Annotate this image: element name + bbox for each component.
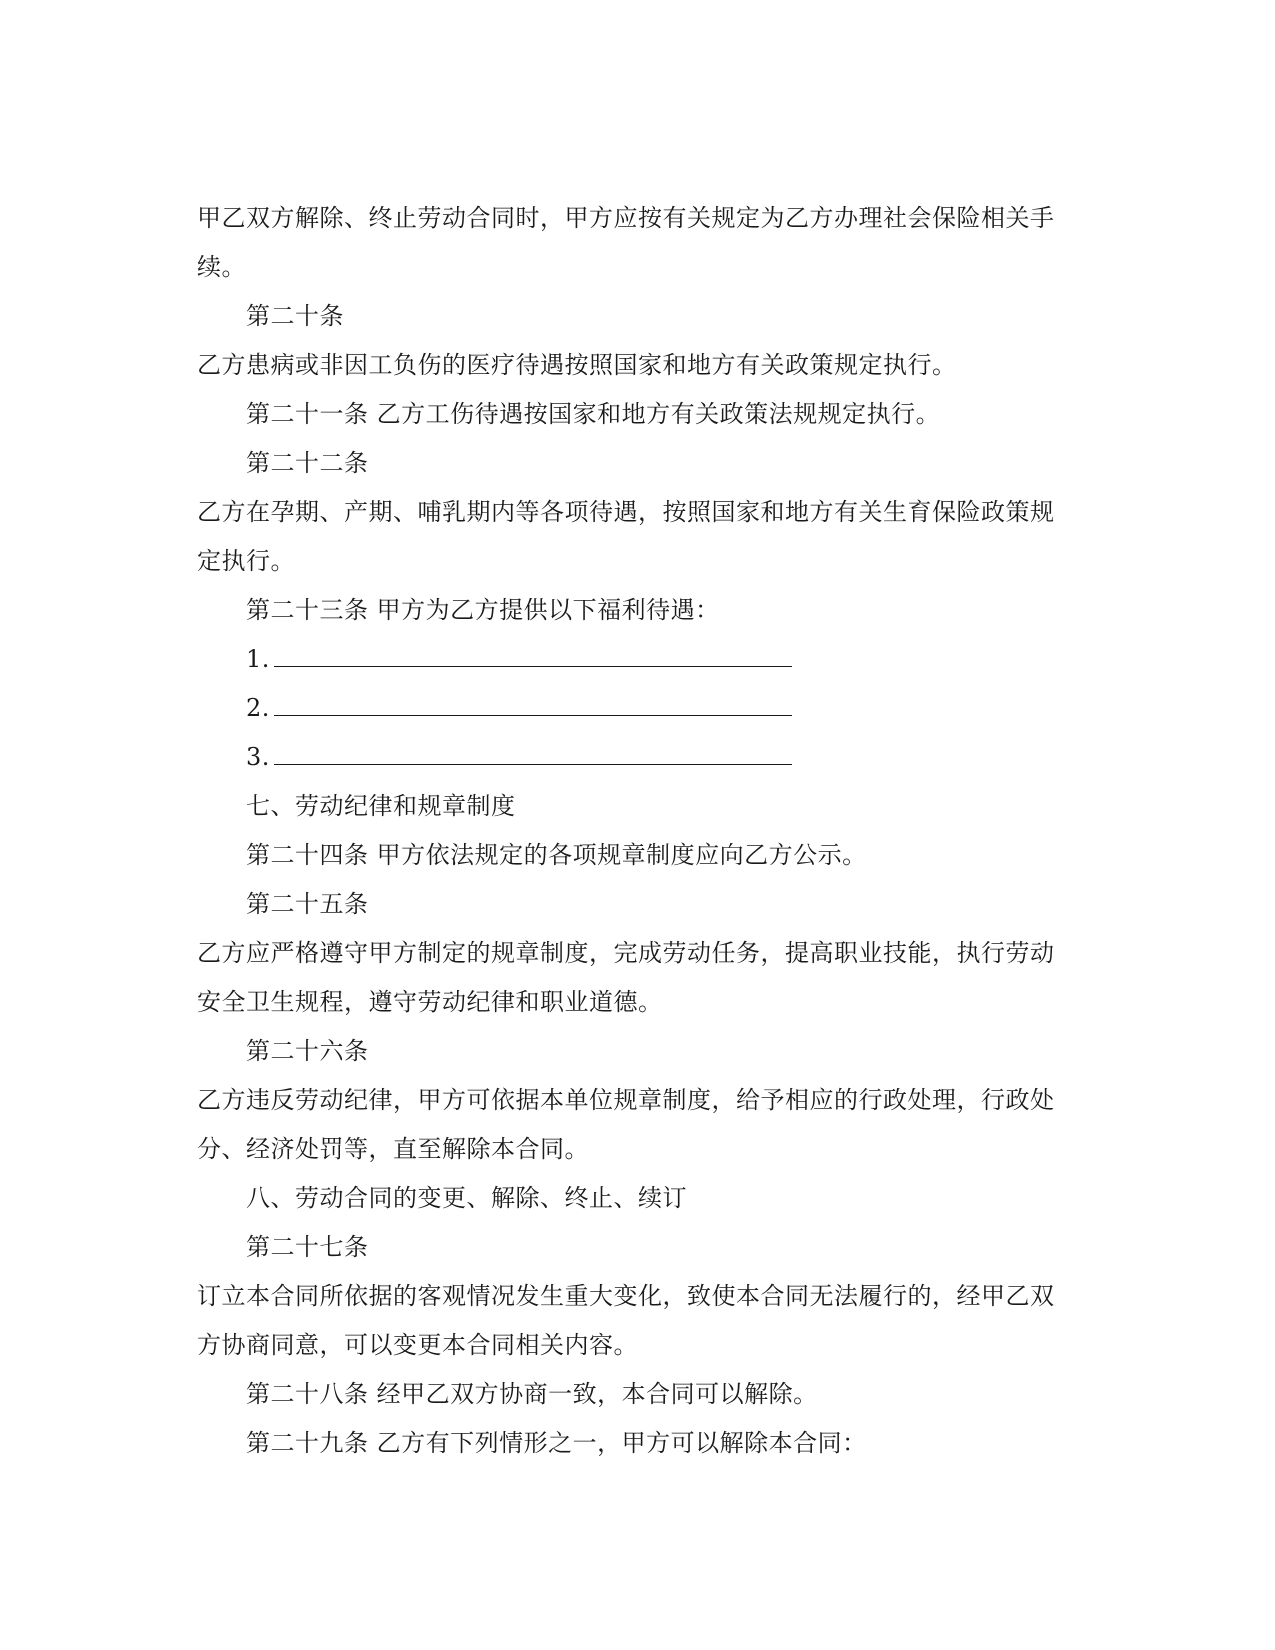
- article-heading: 第二十二条: [246, 449, 369, 477]
- item-number: 3.: [246, 743, 270, 771]
- paragraph-line: 分、经济处罚等，直至解除本合同。: [197, 1135, 589, 1163]
- article-heading: 第二十七条: [246, 1233, 369, 1261]
- section-heading: 八、劳动合同的变更、解除、终止、续订: [246, 1184, 687, 1212]
- article-line: 第二十八条 经甲乙双方协商一致，本合同可以解除。: [246, 1380, 818, 1408]
- benefit-blank-item: [246, 644, 792, 674]
- article-line: 第二十四条 甲方依法规定的各项规章制度应向乙方公示。: [246, 841, 867, 869]
- paragraph-line: 订立本合同所依据的客观情况发生重大变化，致使本合同无法履行的，经甲乙双: [197, 1282, 1055, 1310]
- section-heading: 七、劳动纪律和规章制度: [246, 792, 516, 820]
- paragraph-line: 乙方在孕期、产期、哺乳期内等各项待遇，按照国家和地方有关生育保险政策规: [197, 498, 1055, 526]
- paragraph-line: 甲乙双方解除、终止劳动合同时，甲方应按有关规定为乙方办理社会保险相关手: [197, 204, 1055, 232]
- paragraph-line: 乙方违反劳动纪律，甲方可依据本单位规章制度，给予相应的行政处理，行政处: [197, 1086, 1055, 1114]
- item-number: 1.: [246, 645, 270, 673]
- fill-in-blank: [274, 665, 792, 667]
- benefit-blank-item: [246, 742, 792, 772]
- article-heading: 第二十五条: [246, 890, 369, 918]
- paragraph-line: 乙方应严格遵守甲方制定的规章制度，完成劳动任务，提高职业技能，执行劳动: [197, 939, 1055, 967]
- article-heading: 第二十条: [246, 302, 344, 330]
- fill-in-blank: [274, 763, 792, 765]
- paragraph-line: 乙方患病或非因工负伤的医疗待遇按照国家和地方有关政策规定执行。: [197, 351, 957, 379]
- benefit-blank-item: [246, 693, 792, 723]
- article-line: 第二十九条 乙方有下列情形之一，甲方可以解除本合同：: [246, 1429, 867, 1457]
- article-line: 第二十三条 甲方为乙方提供以下福利待遇：: [246, 596, 720, 624]
- paragraph-line: 定执行。: [197, 547, 295, 575]
- paragraph-line: 方协商同意，可以变更本合同相关内容。: [197, 1331, 638, 1359]
- article-heading: 第二十六条: [246, 1037, 369, 1065]
- item-number: 2.: [246, 694, 270, 722]
- fill-in-blank: [274, 714, 792, 716]
- paragraph-line: 续。: [197, 253, 246, 281]
- paragraph-line: 安全卫生规程，遵守劳动纪律和职业道德。: [197, 988, 663, 1016]
- article-line: 第二十一条 乙方工伤待遇按国家和地方有关政策法规规定执行。: [246, 400, 941, 428]
